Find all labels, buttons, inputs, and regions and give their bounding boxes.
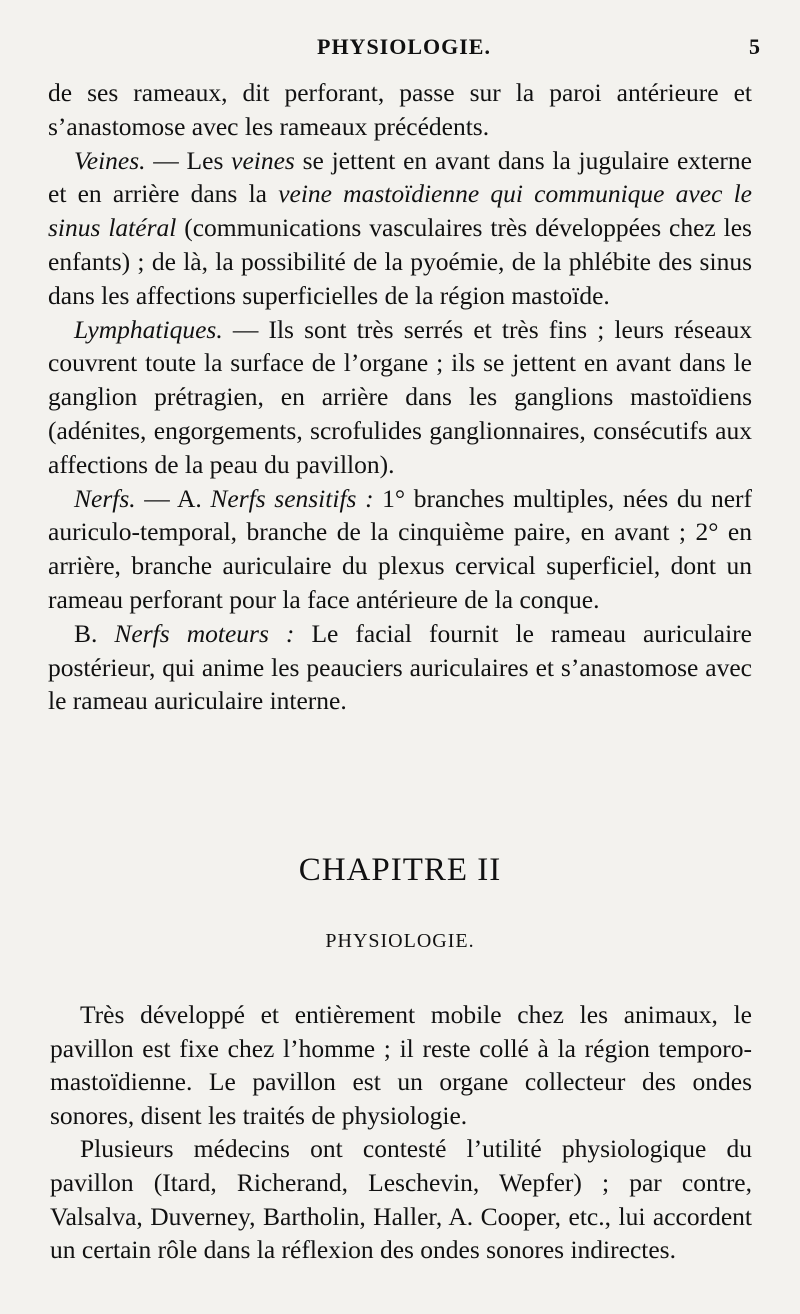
physiology-section	[50, 998, 752, 1267]
paragraph-perforant: de ses rameaux, dit perforant, passe sur la paroi antérieure et s’anastomose avec les rameaux précédents.	[48, 78, 752, 141]
lymph-label: Lymphatiques.	[74, 314, 223, 344]
veines-italic-2: veine mastoïdienne qui communique avec le sinus latéral	[48, 179, 752, 243]
moteurs-label: Nerfs moteurs :	[114, 618, 295, 648]
page-number: 5	[749, 34, 760, 59]
veines-label: Veines.	[74, 145, 146, 175]
chapter-title: CHAPITRE II	[298, 852, 502, 888]
anatomy-section	[48, 76, 752, 718]
nerfs-dash: — A.	[135, 483, 211, 513]
veines-text-2: (communications vasculaires très développées chez les enfants) ; de là, la possibilité de la pyoémie, de la phlébite des sinus dans les affections superficielles de la région mastoïde.	[48, 213, 752, 310]
paragraph-nerfs-moteurs	[48, 617, 752, 718]
running-title: PHYSIOLOGIE.	[317, 34, 491, 59]
paragraph-physiology-1: Très développé et entièrement mobile chez les animaux, le pavillon est fixe chez l’homme ; il reste collé à la région temporo-mastoïdienne. Le pavillon est un organe collecteur des ondes sonores, disent les traités de physiologie.	[50, 1000, 752, 1130]
lymph-text: — Ils sont très serrés et très fins ; leurs réseaux couvrent toute la surface de l’organe ; ils se jettent en avant dans le ganglion prétragien, en arrière dans les ganglions mastoïdiens (adénites, engorgements, scrofulides ganglionnaires, consécutifs aux affections de la peau du pavillon).	[48, 314, 752, 479]
nerfs-sensitifs-label: Nerfs sensitifs :	[210, 483, 374, 513]
running-header	[48, 34, 760, 64]
section-title: PHYSIOLOGIE.	[325, 930, 475, 952]
veines-italic-1: veines	[231, 145, 295, 175]
nerfs-label: Nerfs.	[74, 483, 136, 513]
paragraph-lymphatiques	[48, 313, 752, 482]
nerfs-text: 1° branches multiples, nées du nerf auriculo-temporal, branche de la cinquième paire, en avant ; 2° en arrière, branche auriculaire du plexus cervical superficiel, dont un rameau perforant pour la face antérieure de la conque.	[48, 483, 752, 614]
paragraph-veines	[48, 144, 752, 313]
veines-dash: — Les	[145, 145, 232, 175]
paragraph-physiology-2: Plusieurs médecins ont contesté l’utilité physiologique du pavillon (Itard, Richerand, Leschevin, Wepfer) ; par contre, Valsalva, Duverney, Bartholin, Haller, A. Cooper, etc., lui accordent un certain rôle dans la réflexion des ondes sonores indirectes.	[50, 1134, 752, 1265]
moteurs-prefix: B.	[74, 618, 115, 648]
paragraph-nerfs	[48, 482, 752, 617]
moteurs-text: Le facial fournit le rameau auriculaire postérieur, qui anime les peauciers auriculaires et s’anastomose avec le rameau auriculaire interne.	[48, 618, 752, 716]
veines-text-1: se jettent en avant dans la jugulaire externe et en arrière dans la	[48, 145, 752, 209]
